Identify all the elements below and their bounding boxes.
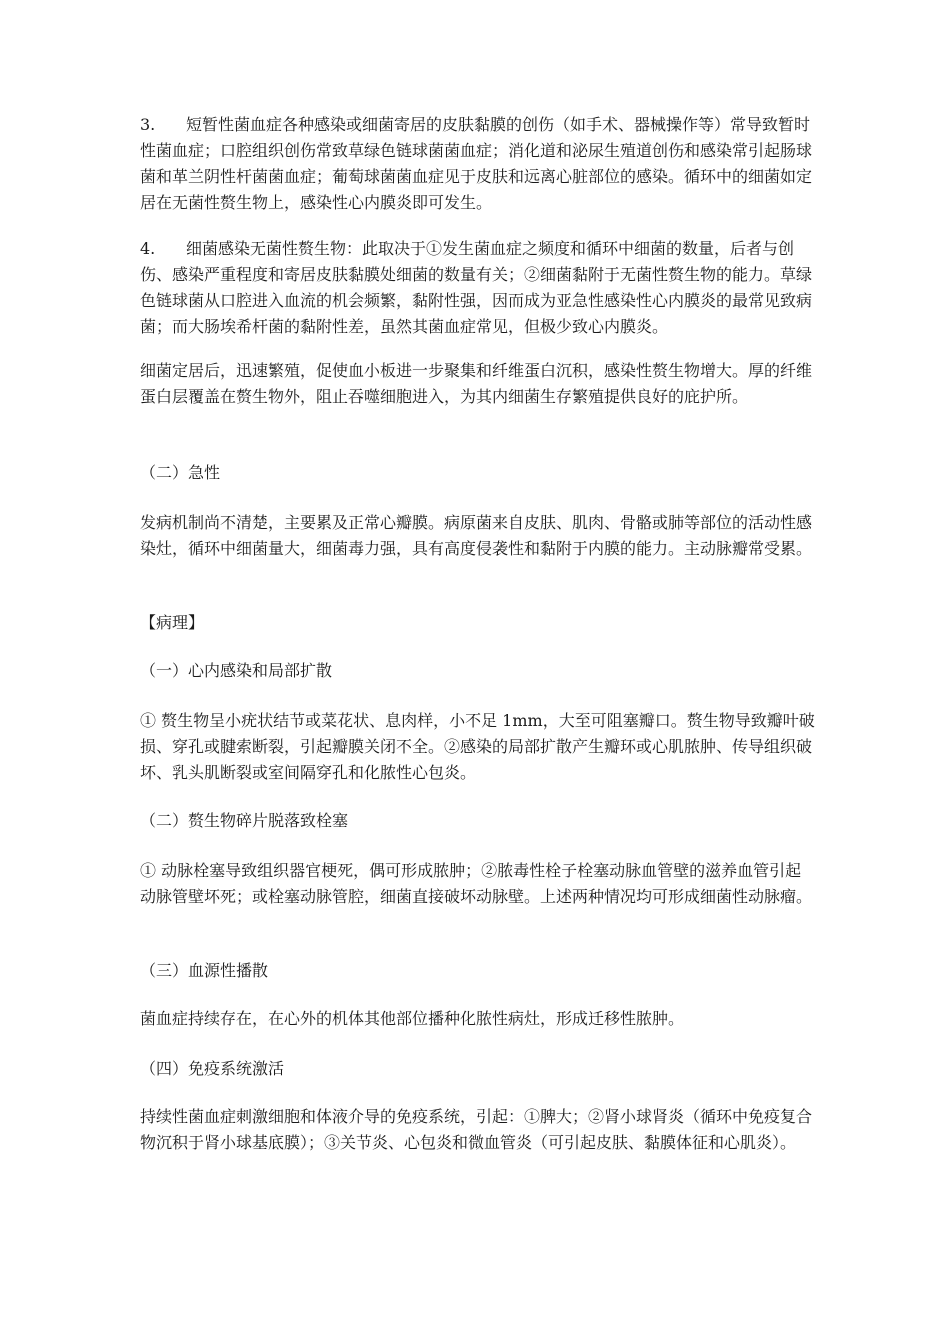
section-heading: （三）血源性播散 (140, 961, 269, 980)
section-heading: 【病理】 (140, 613, 205, 632)
paragraph-text: 细菌感染无菌性赘生物：此取决于①发生菌血症之频度和循环中细菌的数量，后者与创伤、感染严重程度和寄居皮肤黏膜处细菌的数量有关；②细菌黏附于无菌性赘生物的能力。草绿色链球菌从口腔进入血流的机会频繁，黏附性强，因而成为亚急性感染性心内膜炎的最常见致病菌；而大肠埃希杆菌的黏附性差，虽然其菌血症常见，但极少致心内膜炎。 (140, 239, 813, 336)
body-paragraph: ① 赘生物呈小疣状结节或菜花状、息肉样，小不足 1mm，大至可阻塞瓣口。赘生物导致瓣叶破损、穿孔或腱索断裂，引起瓣膜关闭不全。②感染的局部扩散产生瓣环或心肌脓肿、传导组织破坏、乳头肌断裂或室间隔穿孔和化脓性心包炎。 (140, 711, 815, 782)
numbered-paragraph-4 (140, 236, 815, 340)
body-paragraph: 菌血症持续存在，在心外的机体其他部位播种化脓性病灶，形成迁移性脓肿。 (140, 1009, 685, 1028)
section-heading: （二）急性 (140, 463, 221, 482)
body-paragraph: ① 动脉栓塞导致组织器官梗死，偶可形成脓肿；②脓毒性栓子栓塞动脉血管壁的滋养血管引起动脉管壁坏死；或栓塞动脉管腔，细菌直接破坏动脉壁。上述两种情况均可形成细菌性动脉瘤。 (140, 861, 813, 906)
paragraph-text: 短暂性菌血症各种感染或细菌寄居的皮肤黏膜的创伤（如手术、器械操作等）常导致暂时性菌血症；口腔组织创伤常致草绿色链球菌菌血症；消化道和泌尿生殖道创伤和感染常引起肠球菌和革兰阴性杆菌菌血症；葡萄球菌菌血症见于皮肤和远离心脏部位的感染。循环中的细菌如定居在无菌性赘生物上，感染性心内膜炎即可发生。 (140, 115, 813, 212)
paragraph-number: 3. (140, 115, 156, 134)
numbered-paragraph-3 (140, 112, 815, 216)
section-heading: （一）心内感染和局部扩散 (140, 661, 333, 680)
paragraph-number: 4. (140, 239, 156, 258)
body-paragraph: 发病机制尚不清楚，主要累及正常心瓣膜。病原菌来自皮肤、肌肉、骨骼或肺等部位的活动性感染灶，循环中细菌量大，细菌毒力强，具有高度侵袭性和黏附于内膜的能力。主动脉瓣常受累。 (140, 513, 813, 558)
section-heading: （二）赘生物碎片脱落致栓塞 (140, 811, 349, 830)
body-paragraph: 持续性菌血症刺激细胞和体液介导的免疫系统，引起：①脾大；②肾小球肾炎（循环中免疫复合物沉积于肾小球基底膜）；③关节炎、心包炎和微血管炎（可引起皮肤、黏膜体征和心肌炎）。 (140, 1107, 813, 1152)
body-paragraph: 细菌定居后，迅速繁殖，促使血小板进一步聚集和纤维蛋白沉积，感染性赘生物增大。厚的纤维蛋白层覆盖在赘生物外，阻止吞噬细胞进入，为其内细菌生存繁殖提供良好的庇护所。 (140, 361, 813, 406)
section-heading: （四）免疫系统激活 (140, 1059, 285, 1078)
